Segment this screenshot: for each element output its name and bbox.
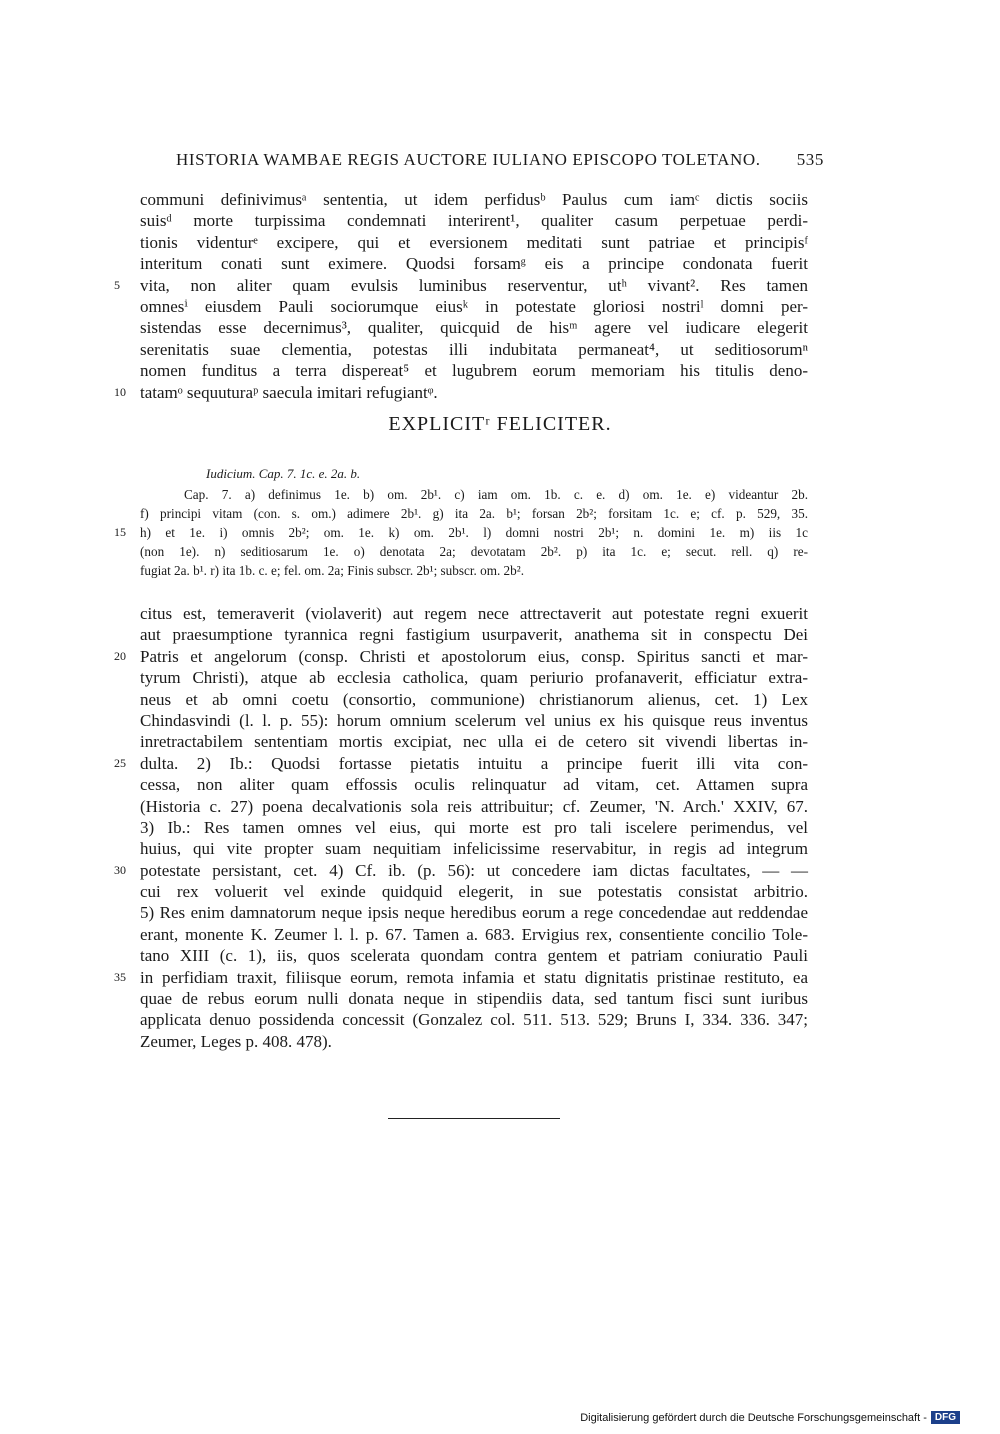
note-line <box>114 523 808 542</box>
line-text: (non 1e). n) seditiosarum 1e. o) denotata 2a; devotatam 2b². p) ita 1c. e; secut. rell. q) re- <box>140 544 808 559</box>
line-text: (Historia c. 27) poena decalvationis sola reis attribuitur; cf. Zeumer, 'N. Arch.' XXIV, 67. <box>140 796 808 816</box>
line-number: 25 <box>114 755 126 770</box>
commentary-line <box>140 774 808 795</box>
line-number: 35 <box>114 969 126 984</box>
line-text: serenitatis suae clementia, potestas illi indubitata permaneat⁴, ut seditiosorumⁿ <box>140 339 808 359</box>
commentary-line <box>140 731 808 752</box>
commentary-line <box>140 902 808 923</box>
line-text: vita, non aliter quam evulsis luminibus reserventur, utʰ vivant². Res tamen <box>140 275 808 295</box>
line-number: 5 <box>114 277 120 292</box>
line-text: Patris et angelorum (consp. Christi et apostolorum eius, consp. Spiritus sancti et mar- <box>140 646 808 666</box>
commentary-line <box>140 1009 808 1030</box>
commentary-line <box>140 710 808 731</box>
line-text: sistendas esse decernimus³, qualiter, quicquid de hisᵐ agere vel iudicare elegerit <box>140 318 808 338</box>
line-text: suisᵈ morte turpissima condemnati interirent¹, qualiter casum perpetuae perdi- <box>140 211 808 231</box>
text-line <box>114 275 808 296</box>
commentary-line <box>140 838 808 859</box>
line-text: Cap. 7. a) definimus 1e. b) om. 2b¹. c) iam om. 1b. c. e. d) om. 1e. e) videantur 2b. <box>184 487 808 502</box>
digitization-footer <box>580 1411 960 1424</box>
line-text: Chindasvindi (l. l. p. 55): horum omnium scelerum vel unius ex his quisque reus inventus <box>140 710 808 730</box>
text-line <box>140 360 808 381</box>
line-text: 5) Res enim damnatorum neque ipsis neque heredibus eorum a rege concedendae aut reddendae <box>140 903 808 923</box>
line-text: dulta. 2) Ib.: Quodsi fortasse pietatis intuitu a principe fuerit illi vita con- <box>140 753 808 773</box>
footer-text: Digitalisierung gefördert durch die Deutsche Forschungsgemeinschaft - <box>580 1411 927 1424</box>
line-text: cessa, non aliter quam effossis oculis relinquatur ad vitam, cet. Attamen supra <box>140 775 808 795</box>
commentary-line <box>140 817 808 838</box>
line-text: aut praesumptione tyrannica regni fastigium usurpaverit, anathema sit in conspectu Dei <box>140 625 808 645</box>
text-line <box>140 189 808 210</box>
line-text: citus est, temeraverit (violaverit) aut regem nece attrectaverit aut potestate regni exuerit <box>140 604 808 623</box>
line-text: quae de rebus eorum nulli donata neque in stipendiis data, sed tantum fisci sunt iuribus <box>140 989 808 1009</box>
line-text: in perfidiam traxit, filiisque eorum, remota infamia et statu dignitatis pristinae restituto, ea <box>140 967 808 987</box>
line-text: inretractabilem sententiam mortis excipiat, nec ulla ei de cetero sit vivendi libertas in- <box>140 732 808 752</box>
text-line <box>140 339 808 360</box>
line-text: potestate persistant, cet. 4) Cf. ib. (p. 56): ut concedere iam dictas facultates, — — <box>140 860 808 880</box>
line-text: tionis videnturᵉ excipere, qui et eversionem meditati sunt patriae et principisᶠ <box>140 232 808 252</box>
text-line <box>140 253 808 274</box>
text-line <box>140 317 808 338</box>
line-text: erant, monente K. Zeumer l. l. p. 67. Tamen a. 683. Ervigius rex, consentiente concilio Tole- <box>140 924 808 944</box>
line-number: 10 <box>114 384 126 399</box>
text-line <box>140 210 808 231</box>
dfg-logo: DFG <box>931 1411 960 1424</box>
commentary-line <box>140 603 808 624</box>
commentary-line <box>140 667 808 688</box>
commentary-line <box>140 1031 808 1052</box>
header-title: HISTORIA WAMBAE REGIS AUCTORE IULIANO EPISCOPO TOLETANO. <box>176 150 761 169</box>
note-line <box>140 542 808 561</box>
note-line <box>140 561 808 580</box>
line-text: f) principi vitam (con. s. om.) adimere 2b¹. g) ita 2a. b¹; forsan 2b²; forsitam 1c. e; cf. p. 529, 35. <box>140 506 808 521</box>
commentary-line <box>114 967 808 988</box>
critical-apparatus <box>114 485 808 580</box>
line-text: tano XIII (c. 1), iis, quos scelerata quondam contra gentem et patriam coniuratio Pauli <box>140 946 808 966</box>
commentary-line <box>140 689 808 710</box>
line-text: 3) Ib.: Res tamen omnes vel eius, qui morte est pro tali iscelere perimendus, vel <box>140 817 808 837</box>
commentary-line <box>140 796 808 817</box>
line-text: neus et ab omni coetu (consortio, communione) christianorum alienus, cet. 1) Lex <box>140 689 808 709</box>
notes-title: Iudicium. Cap. 7. 1c. e. 2a. b. <box>206 466 361 481</box>
commentary-text <box>114 603 808 1052</box>
main-text <box>114 189 808 403</box>
page-number: 535 <box>796 150 824 169</box>
text-line <box>114 382 808 403</box>
commentary-line <box>140 624 808 645</box>
commentary-line <box>140 945 808 966</box>
line-text: nomen funditus a terra dispereat⁵ et lugubrem eorum memoriam his titulis deno- <box>140 361 808 381</box>
line-text: communi definivimusᵃ sententia, ut idem perfidusᵇ Paulus cum iamᶜ dictis sociis <box>140 190 808 209</box>
note-line <box>140 485 808 504</box>
line-number: 30 <box>114 862 126 877</box>
line-text: omnesⁱ eiusdem Pauli sociorumque eiusᵏ in potestate gloriosi nostriˡ domni per- <box>140 296 808 316</box>
explicit-heading: EXPLICITʳ FELICITER. <box>388 413 612 435</box>
line-number: 20 <box>114 648 126 663</box>
line-text: applicata denuo possidenda concessit (Gonzalez col. 511. 513. 529; Bruns I, 334. 336. 347; <box>140 1010 808 1030</box>
commentary-line <box>140 881 808 902</box>
commentary-line <box>140 988 808 1009</box>
line-text: tyrum Christi), atque ab ecclesia catholica, quam periurio profanaverit, efficiatur extra- <box>140 668 808 688</box>
line-number: 15 <box>114 525 126 539</box>
running-header <box>176 150 824 170</box>
line-text: interitum conati sunt eximere. Quodsi forsamᵍ eis a principe condonata fuerit <box>140 254 808 274</box>
text-line <box>140 296 808 317</box>
end-rule <box>388 1118 560 1119</box>
commentary-line <box>114 860 808 881</box>
commentary-line <box>114 753 808 774</box>
line-text: Zeumer, Leges p. 408. 478). <box>140 1031 332 1051</box>
line-text: h) et 1e. i) omnis 2b²; om. 1e. k) om. 2b¹. l) domni nostri 2b¹; n. domini 1e. m) iis 1c <box>140 525 808 540</box>
commentary-line <box>114 646 808 667</box>
note-line <box>140 504 808 523</box>
commentary-line <box>140 924 808 945</box>
line-text: tatamᵒ sequuturaᵖ saecula imitari refugiantᵠ. <box>140 382 438 402</box>
line-text: huius, qui vite propter suam nequitiam infelicissime reservabitur, in regis ad integrum <box>140 839 808 859</box>
text-line <box>140 232 808 253</box>
line-text: fugiat 2a. b¹. r) ita 1b. c. e; fel. om. 2a; Finis subscr. 2b¹; subscr. om. 2b². <box>140 563 524 578</box>
line-text: cui rex voluerit vel exinde quidquid elegerit, in sue potestatis consistat arbitrio. <box>140 882 808 902</box>
